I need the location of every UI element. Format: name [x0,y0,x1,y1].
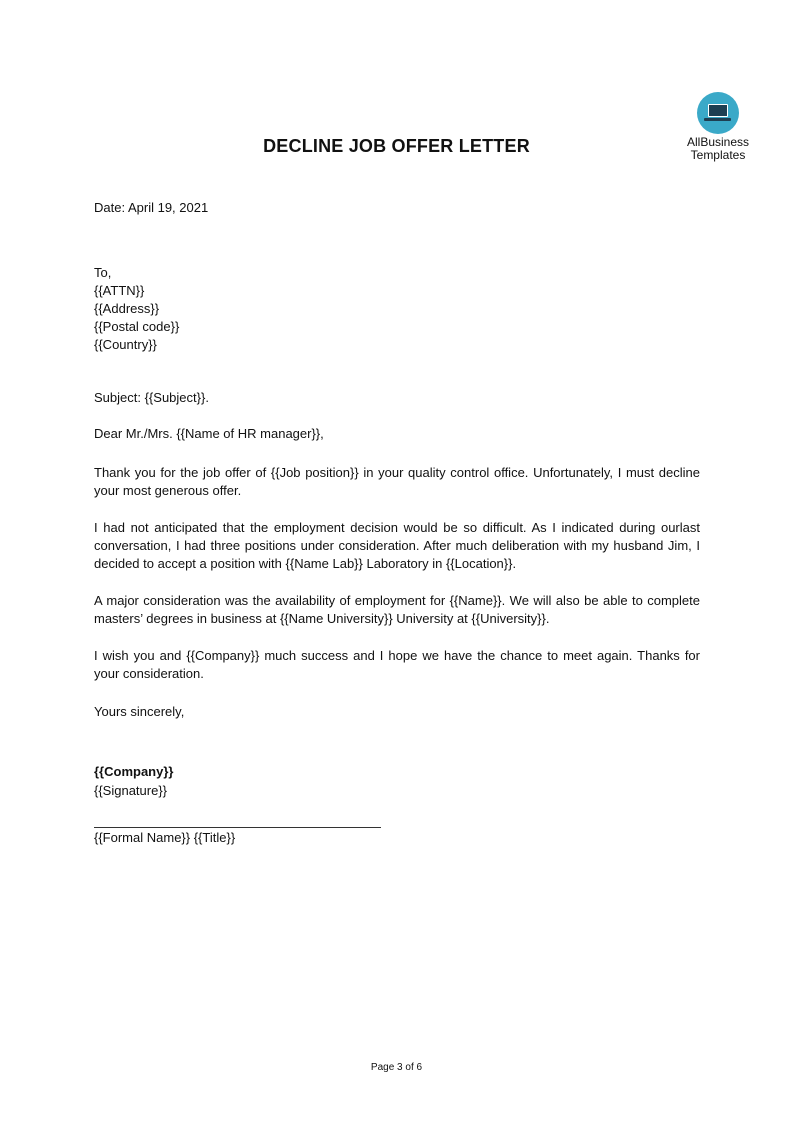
recipient-postal-code: {{Postal code}} [94,319,180,334]
subject-line: Subject: {{Subject}}. [94,390,209,405]
logo-circle [697,92,739,134]
signature-rule [94,827,381,828]
body-paragraph-2: I had not anticipated that the employment decision would be so difficult. As I indicated during ourlast conversation, I had three positions under consideration. After much deliberation with my husband Jim, I decided to accept a position with {{Name Lab}} Laboratory in {{Location}}. [94,520,700,571]
recipient-country: {{Country}} [94,337,157,352]
logo-brand-line2: Templates [690,148,746,162]
signature-formal-name: {{Formal Name}} {{Title}} [94,830,236,845]
body-paragraph-4: I wish you and {{Company}} much success and I hope we have the chance to meet again. Thanks for your consideration. [94,648,700,681]
recipient-to: To, [94,265,112,280]
closing: Yours sincerely, [94,704,185,719]
letter-title: DECLINE JOB OFFER LETTER [263,136,530,156]
signature-placeholder: {{Signature}} [94,783,168,798]
body-paragraph-3: A major consideration was the availability of employment for {{Name}}. We will also be able to complete masters’ degrees in business at {{Name University}} University at {{University}}. [94,593,700,626]
date-line: Date: April 19, 2021 [94,200,209,215]
logo-brand-line1: AllBusiness [686,135,750,149]
laptop-icon [708,104,728,117]
recipient-attn: {{ATTN}} [94,283,145,298]
page-number: Page 3 of 6 [370,1062,423,1073]
recipient-address: {{Address}} [94,301,160,316]
salutation: Dear Mr./Mrs. {{Name of HR manager}}, [94,426,324,441]
body-paragraph-1: Thank you for the job offer of {{Job position}} in your quality control office. Unfortunately, I must decline your most generous offer. [94,465,700,498]
signature-company: {{Company}} [94,764,174,779]
